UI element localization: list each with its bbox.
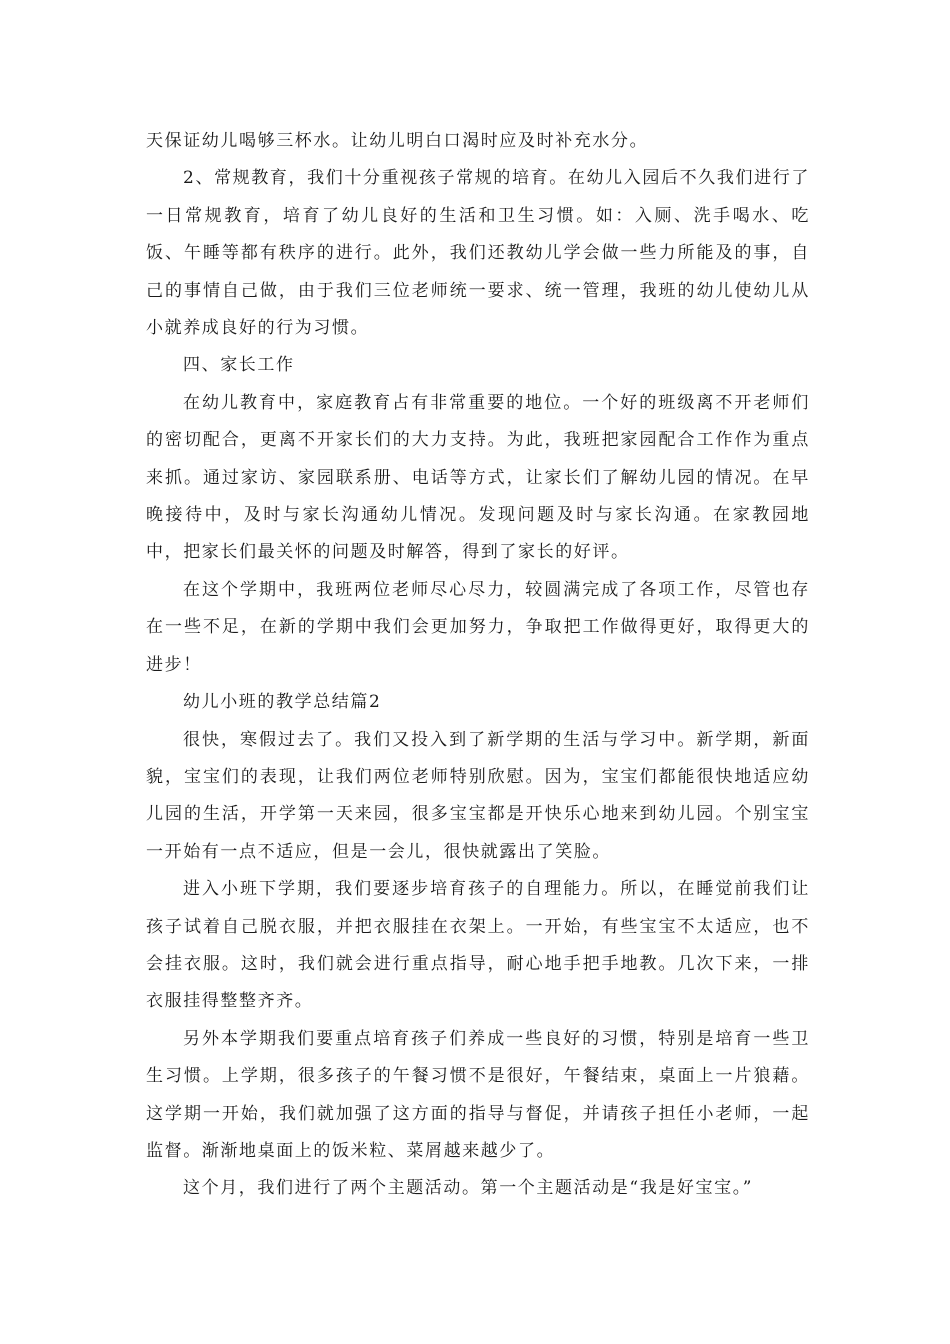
article-heading-part-2: 幼儿小班的教学总结篇2 [183, 692, 382, 713]
document-body [146, 123, 810, 1208]
paragraph-theme-activities: 这个月，我们进行了两个主题活动。第一个主题活动是“我是好宝宝。” [183, 1178, 754, 1199]
section-heading-parent-work: 四、家长工作 [183, 355, 295, 376]
paragraph-good-habits: 另外本学期我们要重点培育孩子们养成一些良好的习惯，特别是培育一些卫生习惯。上学期，很多孩子的午餐习惯不是很好，午餐结束，桌面上一片狼藉。这学期一开始，我们就加强了这方面的指导与督促，并请孩子担任小老师，一起监督。渐渐地桌面上的饭米粒、菜屑越来越少了。 [146, 1028, 810, 1161]
paragraph-water-continuation: 天保证幼儿喝够三杯水。让幼儿明白口渴时应及时补充水分。 [146, 131, 649, 151]
paragraph-semester-summary: 在这个学期中，我班两位老师尽心尽力，较圆满完成了各项工作，尽管也存在一些不足，在新的学期中我们会更加努力，争取把工作做得更好，取得更大的进步！ [146, 579, 810, 675]
paragraph-routine-education: 2、常规教育，我们十分重视孩子常规的培育。在幼儿入园后不久我们进行了一日常规教育，培育了幼儿良好的生活和卫生习惯。如：入厕、洗手喝水、吃饭、午睡等都有秩序的进行。此外，我们还教幼儿学会做一些力所能及的事，自己的事情自己做，由于我们三位老师统一要求、统一管理，我班的幼儿使幼儿从小就养成良好的行为习惯。 [146, 168, 810, 339]
paragraph-self-care: 进入小班下学期，我们要逐步培育孩子的自理能力。所以，在睡觉前我们让孩子试着自己脱衣服，并把衣服挂在衣架上。一开始，有些宝宝不太适应，也不会挂衣服。这时，我们就会进行重点指导，耐心地手把手地教。几次下来，一排衣服挂得整整齐齐。 [146, 879, 810, 1012]
paragraph-new-semester: 很快，寒假过去了。我们又投入到了新学期的生活与学习中。新学期，新面貌，宝宝们的表现，让我们两位老师特别欣慰。因为，宝宝们都能很快地适应幼儿园的生活，开学第一天来园，很多宝宝都是开快乐心地来到幼儿园。个别宝宝一开始有一点不适应，但是一会儿，很快就露出了笑脸。 [146, 729, 810, 862]
paragraph-family-education: 在幼儿教育中，家庭教育占有非常重要的地位。一个好的班级离不开老师们的密切配合，更离不开家长们的大力支持。为此，我班把家园配合工作作为重点来抓。通过家访、家园联系册、电话等方式，让家长们了解幼儿园的情况。在早晚接待中，及时与家长沟通幼儿情况。发现问题及时与家长沟通。在家教园地中，把家长们最关怀的问题及时解答，得到了家长的好评。 [146, 392, 810, 563]
